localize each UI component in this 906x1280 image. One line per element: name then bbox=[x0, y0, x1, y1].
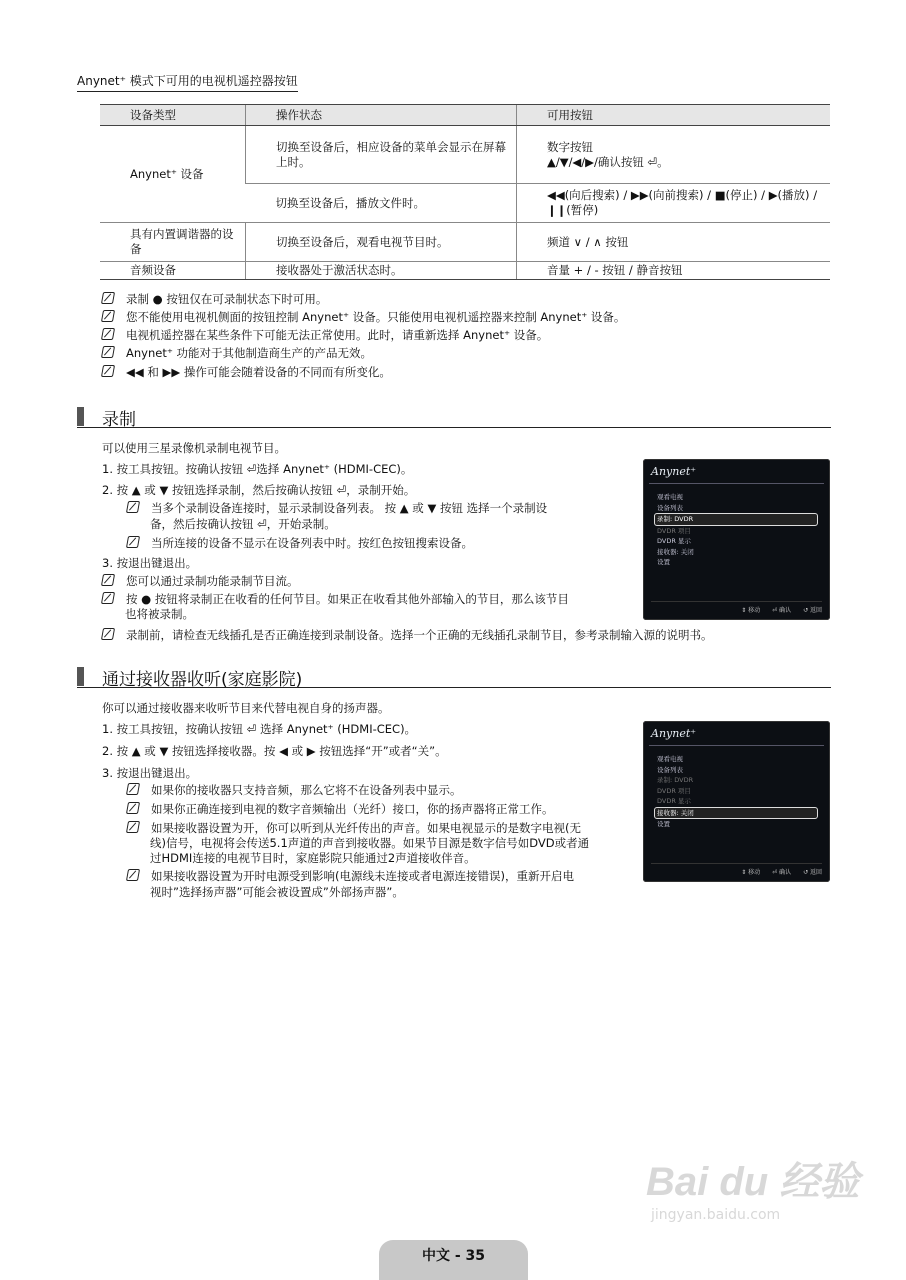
return-hint: ↺ 返回 bbox=[803, 606, 822, 614]
note-continued: 也将被录制。 bbox=[125, 607, 194, 621]
divider bbox=[649, 745, 824, 746]
sub-note bbox=[127, 801, 554, 817]
tv-footer bbox=[651, 863, 822, 878]
tv-menu-item: 接收器: 关闭 bbox=[657, 547, 694, 556]
table-cell-device: 具有内置调谐器的设备 bbox=[100, 223, 246, 262]
note-icon bbox=[126, 536, 140, 548]
note-text: Anynet⁺ 功能对于其他制造商生产的产品无效。 bbox=[126, 346, 373, 360]
section-heading-record bbox=[77, 405, 831, 428]
remote-buttons-table bbox=[100, 104, 830, 280]
table-cell-device: 音频设备 bbox=[100, 262, 246, 280]
note-text: 您可以通过录制功能录制节目流。 bbox=[126, 574, 299, 588]
sub-note bbox=[127, 782, 462, 798]
note-item bbox=[102, 327, 548, 343]
note-text: 如果接收器设置为开时电源受到影响(电源线未连接或者电源连接错误)，重新开启电 bbox=[151, 869, 574, 883]
note-item bbox=[102, 627, 713, 643]
table-cell-state: 切换至设备后，播放文件时。 bbox=[246, 184, 517, 223]
section-title: 通过接收器收听(家庭影院) bbox=[102, 670, 303, 690]
note-text: 当所连接的设备不显示在设备列表中时。按红色按钮搜索设备。 bbox=[151, 536, 473, 550]
header-operation-state: 操作状态 bbox=[246, 105, 517, 126]
step-1: 1. 按工具按钮，按确认按钮 ⏎ 选择 Anynet⁺ (HDMI-CEC)。 bbox=[102, 722, 417, 736]
page-number-badge: 中文 - 35 bbox=[379, 1240, 528, 1280]
tv-menu-item: 设备列表 bbox=[657, 503, 683, 512]
sub-note bbox=[127, 868, 574, 884]
sub-note-continued: 视时”选择扬声器”可能会被设置成”外部扬声器”。 bbox=[150, 885, 404, 899]
table-row bbox=[100, 126, 830, 184]
tv-menu-item: 设备列表 bbox=[657, 765, 683, 774]
header-available-buttons: 可用按钮 bbox=[517, 105, 831, 126]
move-hint: ⇕ 移动 bbox=[741, 868, 761, 876]
tv-menu-item: DVDR 显示 bbox=[657, 797, 691, 805]
note-text: 如果你的接收器只支持音频，那么它将不在设备列表中显示。 bbox=[151, 783, 462, 797]
sub-note-continued: 线)信号，电视将会传送5.1声道的声音到接收器。如果节目源是数字信号如DVD或者通 bbox=[150, 836, 590, 850]
note-text: 如果你正确连接到电视的数字音频输出（光纤）接口，你的扬声器将正常工作。 bbox=[151, 802, 554, 816]
section-intro: 你可以通过接收器来收听节目来代替电视自身的扬声器。 bbox=[102, 701, 390, 715]
table-row bbox=[100, 262, 830, 280]
tv-menu-item: DVDR 项目 bbox=[657, 526, 691, 535]
section-intro: 可以使用三星录像机录制电视节目。 bbox=[102, 441, 286, 455]
tv-menu-list bbox=[657, 754, 818, 830]
anynet-menu-screenshot-receiver bbox=[643, 721, 830, 882]
table-header-row bbox=[100, 105, 830, 126]
note-item bbox=[102, 345, 372, 361]
note-text: 按 ● 按钮将录制正在收看的任何节目。如果正在收看其他外部输入的节目，那么该节目 bbox=[126, 592, 569, 606]
step-3: 3. 按退出键退出。 bbox=[102, 556, 198, 570]
return-hint: ↺ 返回 bbox=[803, 868, 822, 876]
note-icon bbox=[126, 783, 140, 795]
note-icon bbox=[101, 628, 115, 640]
step-1: 1. 按工具按钮。按确认按钮 ⏎选择 Anynet⁺ (HDMI-CEC)。 bbox=[102, 462, 413, 476]
table-cell-state: 切换至设备后，相应设备的菜单会显示在屏幕上时。 bbox=[246, 126, 517, 184]
sub-note-continued: 备，然后按确认按钮 ⏎，开始录制。 bbox=[150, 517, 336, 531]
note-icon bbox=[126, 821, 140, 833]
table-cell-state: 接收器处于激活状态时。 bbox=[246, 262, 517, 280]
note-item bbox=[102, 364, 391, 380]
tv-footer bbox=[651, 601, 822, 616]
note-text: 电视机遥控器在某些条件下可能无法正常使用。此时，请重新选择 Anynet⁺ 设备。 bbox=[126, 328, 549, 342]
note-text: 录制前，请检查无线插孔是否正确连接到录制设备。选择一个正确的无线插孔录制节目，参考录制输入源的说明书。 bbox=[126, 628, 713, 642]
sub-note-continued: 过HDMI连接的电视节目时，家庭影院只能通过2声道接收伴音。 bbox=[150, 851, 476, 865]
note-icon bbox=[126, 802, 140, 814]
tv-menu-item: 设置 bbox=[657, 558, 670, 566]
table-cell-buttons: 频道 ∨ / ∧ 按钮 bbox=[517, 223, 831, 262]
tv-menu-item-selected: 录制: DVDR bbox=[654, 513, 818, 526]
note-item bbox=[102, 573, 299, 589]
sub-note bbox=[127, 500, 547, 516]
sub-note bbox=[127, 535, 473, 551]
note-item bbox=[102, 309, 625, 325]
step-3: 3. 按退出键退出。 bbox=[102, 766, 198, 780]
section-title: 录制 bbox=[102, 410, 136, 430]
section-marker bbox=[77, 667, 84, 686]
note-icon bbox=[101, 592, 115, 604]
table-cell-state: 切换至设备后，观看电视节目时。 bbox=[246, 223, 517, 262]
divider bbox=[649, 483, 824, 484]
tv-menu-item: 设置 bbox=[657, 820, 670, 828]
note-text: 您不能使用电视机侧面的按钮控制 Anynet⁺ 设备。只能使用电视机遥控器来控制 Anynet⁺ 设备。 bbox=[126, 310, 626, 324]
section-marker bbox=[77, 407, 84, 426]
section-heading-receiver bbox=[77, 665, 831, 688]
note-text: ◀◀ 和 ▶▶ 操作可能会随着设备的不同而有所变化。 bbox=[126, 365, 391, 379]
table-cell-buttons: 数字按钮 ▲/▼/◀/▶/确认按钮 ⏎。 bbox=[517, 126, 831, 184]
table-row bbox=[100, 223, 830, 262]
move-hint: ⇕ 移动 bbox=[741, 606, 761, 614]
baidu-jingyan-watermark bbox=[646, 1150, 859, 1223]
watermark-url: jingyan.baidu.com bbox=[651, 1207, 781, 1223]
note-icon bbox=[101, 365, 115, 377]
note-icon bbox=[126, 501, 140, 513]
note-icon bbox=[101, 310, 115, 322]
sub-note bbox=[127, 820, 581, 836]
tv-menu-item: DVDR 项目 bbox=[657, 786, 691, 795]
tv-menu-item: 录制: DVDR bbox=[657, 776, 694, 784]
watermark-logo: Bai du 经验 bbox=[646, 1160, 860, 1204]
note-item bbox=[102, 291, 327, 307]
table-cell-device: Anynet⁺ 设备 bbox=[100, 126, 246, 223]
enter-hint: ⏎ 确认 bbox=[772, 868, 792, 876]
note-text: 录制 ● 按钮仅在可录制状态下时可用。 bbox=[126, 292, 328, 306]
anynet-logo: Anynet⁺ bbox=[651, 465, 697, 478]
anynet-logo: Anynet⁺ bbox=[651, 727, 697, 740]
note-text: 如果接收器设置为开，你可以听到从光纤传出的声音。如果电视显示的是数字电视(无 bbox=[151, 821, 581, 835]
tv-menu-item: DVDR 显示 bbox=[657, 537, 691, 545]
note-icon bbox=[101, 346, 115, 358]
table-cell-buttons: ◀◀(向后搜索) / ▶▶(向前搜索) / ■(停止) / ▶(播放) / ❙❙(暂停) bbox=[517, 184, 831, 223]
tv-menu-list bbox=[657, 492, 818, 568]
tv-menu-item: 观看电视 bbox=[657, 493, 683, 501]
note-text: 当多个录制设备连接时，显示录制设备列表。 按 ▲ 或 ▼ 按钮 选择一个录制设 bbox=[151, 501, 548, 515]
note-icon bbox=[101, 574, 115, 586]
note-item bbox=[102, 591, 569, 607]
note-icon bbox=[101, 328, 115, 340]
table-cell-buttons: 音量 + / - 按钮 / 静音按钮 bbox=[517, 262, 831, 280]
enter-hint: ⏎ 确认 bbox=[772, 606, 792, 614]
anynet-menu-screenshot-record bbox=[643, 459, 830, 620]
step-2: 2. 按 ▲ 或 ▼ 按钮选择接收器。按 ◀ 或 ▶ 按钮选择“开”或者“关”。 bbox=[102, 744, 447, 758]
tv-menu-item: 观看电视 bbox=[657, 755, 683, 763]
note-icon bbox=[101, 292, 115, 304]
header-device-type: 设备类型 bbox=[100, 105, 246, 126]
tv-menu-item-selected: 接收器: 关闭 bbox=[654, 807, 818, 820]
note-icon bbox=[126, 869, 140, 881]
table-caption: Anynet⁺ 模式下可用的电视机遥控器按钮 bbox=[77, 72, 298, 92]
step-2: 2. 按 ▲ 或 ▼ 按钮选择录制，然后按确认按钮 ⏎，录制开始。 bbox=[102, 483, 416, 497]
